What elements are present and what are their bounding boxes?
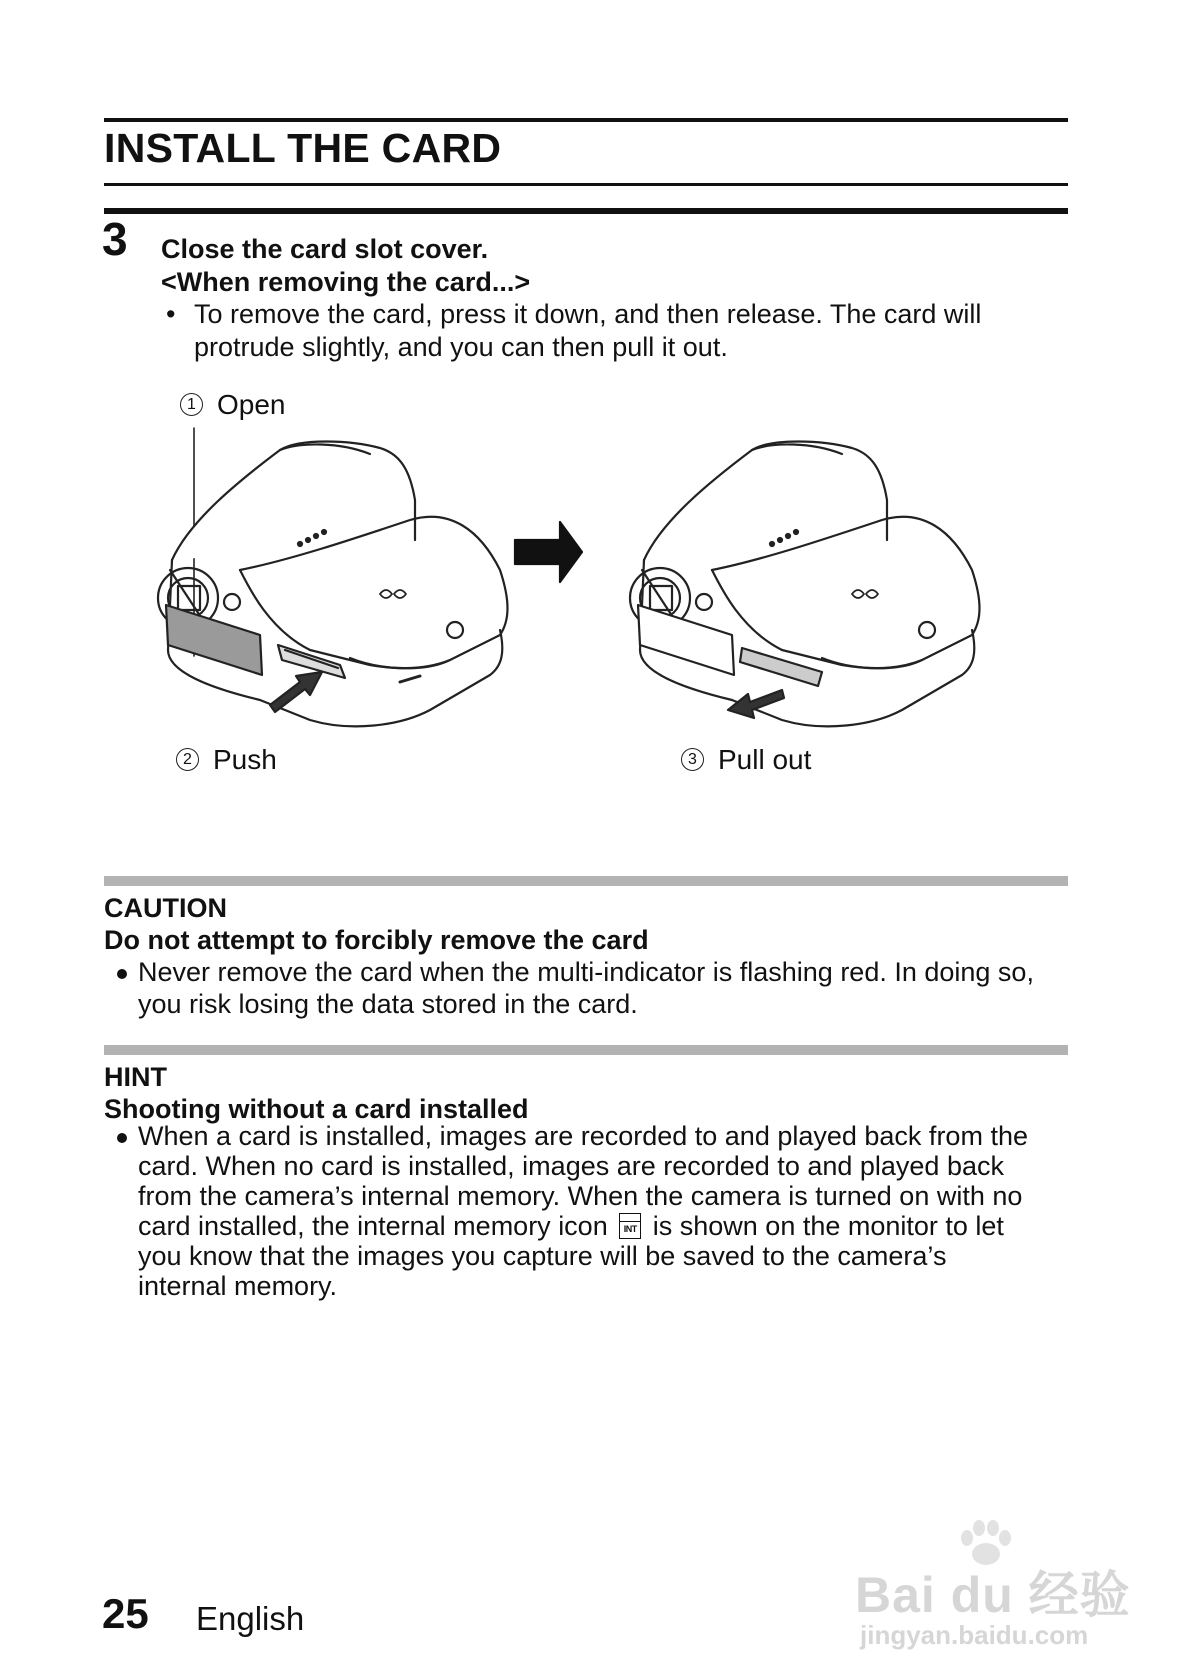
title-underline — [104, 183, 1068, 186]
right-arrow-icon — [515, 522, 582, 582]
callout-label: Push — [213, 744, 277, 775]
footer-language: English — [196, 1600, 305, 1637]
hint-line-3: from the camera’s internal memory. When the camera is turned on with no — [138, 1181, 1023, 1211]
caution-heading: CAUTION — [104, 893, 227, 923]
hint-line-1: When a card is installed, images are recorded to and played back from the — [138, 1121, 1028, 1151]
page-title: INSTALL THE CARD — [104, 125, 502, 171]
callout-label: Open — [217, 389, 286, 420]
internal-memory-icon — [619, 1213, 641, 1239]
caution-rule — [104, 876, 1068, 886]
hint-rule — [104, 1045, 1068, 1055]
callout-number: 3 — [681, 748, 704, 771]
callout-number: 2 — [176, 748, 199, 771]
callout-label: Pull out — [718, 744, 812, 775]
watermark-url: jingyan.baidu.com — [860, 1620, 1089, 1650]
step-subheading: <When removing the card...> — [161, 267, 531, 297]
hint-line-4-before: card installed, the internal memory icon — [138, 1211, 608, 1241]
hint-subheading: Shooting without a card installed — [104, 1094, 529, 1124]
section-rule — [104, 208, 1068, 214]
camera-illustration — [150, 420, 1050, 780]
step-bullet-line-1: To remove the card, press it down, and then release. The card will — [194, 299, 982, 329]
caution-subheading: Do not attempt to forcibly remove the card — [104, 925, 649, 955]
hint-line-6: internal memory. — [138, 1271, 338, 1301]
step-instruction: Close the card slot cover. — [161, 234, 489, 264]
page-number: 25 — [102, 1590, 149, 1637]
caution-bullet — [117, 969, 127, 979]
callout-number: 1 — [180, 393, 203, 416]
bullet-marker: • — [166, 299, 176, 329]
hint-heading: HINT — [104, 1062, 167, 1092]
callout-open — [180, 389, 286, 421]
hint-line-5: you know that the images you capture will be saved to the camera’s — [138, 1241, 947, 1271]
caution-line-2: you risk losing the data stored in the card. — [138, 989, 638, 1019]
internal-memory-icon-label: INT — [623, 1223, 637, 1234]
hint-line-4-after: is shown on the monitor to let — [652, 1211, 1004, 1241]
top-rule — [104, 118, 1068, 122]
hint-line-2: card. When no card is installed, images are recorded to and played back — [138, 1151, 1004, 1181]
camera-right-icon — [630, 442, 980, 727]
step-number: 3 — [102, 213, 128, 265]
watermark-logo: Bai du 经验 — [855, 1567, 1131, 1623]
caution-line-1: Never remove the card when the multi-indicator is flashing red. In doing so, — [138, 957, 1034, 987]
hint-bullet — [117, 1133, 127, 1143]
camera-left-icon — [158, 442, 508, 727]
step-bullet-line-2: protrude slightly, and you can then pull it out. — [194, 332, 728, 362]
hint-line-4 — [138, 1211, 1004, 1241]
paw-icon — [955, 1520, 1015, 1568]
